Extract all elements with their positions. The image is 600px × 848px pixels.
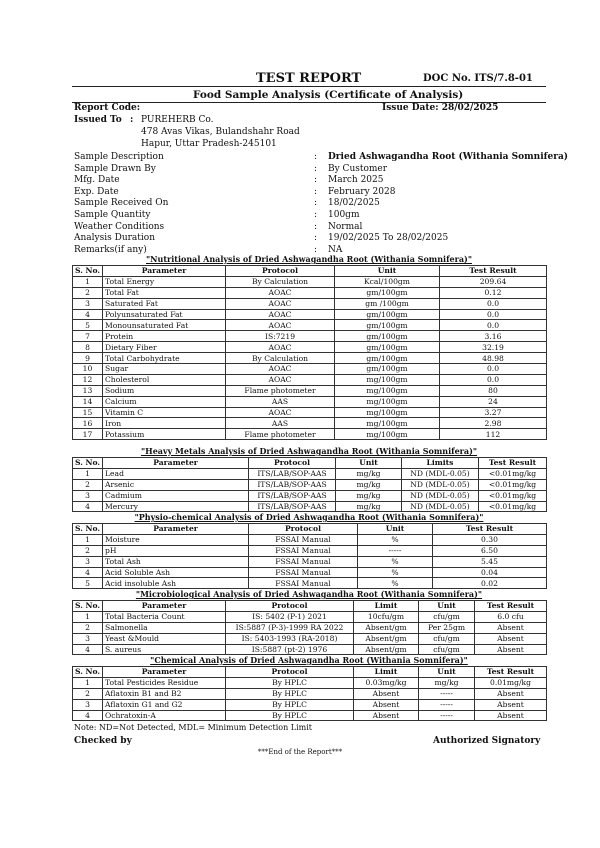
- table-cell: By Calculation: [226, 353, 335, 364]
- nutritional-table: [72, 265, 547, 440]
- table-cell: Absent/gm: [354, 644, 419, 655]
- table-cell: ND (MDL-0.05): [402, 501, 479, 512]
- end-of-report: ***End of the Report***: [257, 748, 343, 756]
- column-header: Parameter: [103, 524, 249, 535]
- table-header-row: [73, 667, 547, 678]
- table-row: [73, 287, 547, 298]
- table-cell: Absent: [475, 710, 547, 721]
- footnote: Note: ND=Not Detected, MDL= Minimum Detection Limit: [74, 723, 313, 732]
- table-cell: %: [358, 578, 433, 589]
- sample-info-label: Exp. Date: [74, 186, 119, 197]
- sample-info-label: Sample Description: [74, 152, 164, 162]
- table-cell: <0.01mg/kg: [479, 490, 547, 501]
- table-cell: Yeast &Mould: [103, 633, 226, 644]
- table-cell: cfu/gm: [419, 611, 475, 622]
- checked-by: Checked by: [74, 736, 132, 746]
- column-header: Parameter: [103, 266, 226, 277]
- table-cell: 0.02: [433, 578, 547, 589]
- table-header-row: [73, 524, 547, 535]
- doc-number: DOC No. ITS/7.8-01: [423, 73, 533, 84]
- table-row: [73, 699, 547, 710]
- table-cell: Total Carbohydrate: [103, 353, 226, 364]
- table-cell: mg/kg: [336, 490, 402, 501]
- table-cell: AOAC: [226, 364, 335, 375]
- sample-info-colon: :: [314, 244, 318, 255]
- table-cell: Sugar: [103, 364, 226, 375]
- column-header: Parameter: [103, 601, 226, 612]
- table-cell: Kcal/100gm: [335, 276, 440, 287]
- table-cell: mg/kg: [336, 501, 402, 512]
- table-cell: Iron: [103, 418, 226, 429]
- table-cell: 2: [73, 688, 103, 699]
- sample-info-label: Mfg. Date: [74, 175, 120, 186]
- table-cell: 1: [73, 276, 103, 287]
- table-cell: Monounsaturated Fat: [103, 320, 226, 331]
- table-cell: 112: [440, 429, 547, 440]
- table-cell: 3: [73, 298, 103, 309]
- table-cell: 3: [73, 556, 103, 567]
- table-cell: gm/100gm: [335, 287, 440, 298]
- table-row: [73, 276, 547, 287]
- table-cell: 1: [73, 677, 103, 688]
- report-title: TEST REPORT: [256, 71, 362, 86]
- table-cell: FSSAI Manual: [249, 567, 358, 578]
- column-header: Limit: [354, 601, 419, 612]
- column-header: Unit: [419, 601, 475, 612]
- table-cell: 10cfu/gm: [354, 611, 419, 622]
- table-cell: Sodium: [103, 385, 226, 396]
- table-cell: -----: [358, 545, 433, 556]
- table-cell: Saturated Fat: [103, 298, 226, 309]
- sample-info-colon: :: [314, 198, 318, 209]
- sample-info-colon: :: [314, 175, 318, 186]
- table-cell: gm/100gm: [335, 353, 440, 364]
- table-cell: 2: [73, 479, 103, 490]
- table-cell: Absent: [475, 699, 547, 710]
- table-cell: 4: [73, 710, 103, 721]
- table-cell: Flame photometer: [226, 429, 335, 440]
- column-header: Test Result: [475, 601, 547, 612]
- chemical-table: [72, 666, 547, 721]
- table-cell: AAS: [226, 396, 335, 407]
- table-cell: IS:7219: [226, 331, 335, 342]
- column-header: Protocol: [226, 601, 354, 612]
- column-header: Unit: [419, 667, 475, 678]
- table-cell: ITS/LAB/SOP-AAS: [249, 468, 336, 479]
- table-cell: Ochratoxin-A: [103, 710, 226, 721]
- table-cell: 16: [73, 418, 103, 429]
- title-divider: [72, 86, 546, 87]
- table-cell: 14: [73, 396, 103, 407]
- table-cell: FSSAI Manual: [249, 545, 358, 556]
- sample-info-value: 18/02/2025: [328, 198, 380, 209]
- table-cell: 24: [440, 396, 547, 407]
- table-row: [73, 385, 547, 396]
- table-cell: By Calculation: [226, 276, 335, 287]
- table-row: [73, 611, 547, 622]
- table-cell: 1: [73, 611, 103, 622]
- column-header: Unit: [336, 458, 402, 469]
- table-cell: 80: [440, 385, 547, 396]
- table-cell: IS:5887 (P-3)-1999 RA 2022: [226, 622, 354, 633]
- table-cell: 48.98: [440, 353, 547, 364]
- column-header: S. No.: [73, 458, 103, 469]
- table-cell: %: [358, 534, 433, 545]
- physio-chemical-title: "Physio-chemical Analysis of Dried Ashwagandha Root (Withania Somnifera)": [134, 512, 484, 522]
- table-cell: AOAC: [226, 298, 335, 309]
- table-cell: AOAC: [226, 287, 335, 298]
- table-cell: Absent: [354, 710, 419, 721]
- table-cell: IS: 5403-1993 (RA-2018): [226, 633, 354, 644]
- table-cell: mg/100gm: [335, 418, 440, 429]
- table-row: [73, 468, 547, 479]
- table-row: [73, 298, 547, 309]
- table-row: [73, 429, 547, 440]
- table-cell: Absent: [475, 622, 547, 633]
- sample-info-value: NA: [328, 244, 343, 255]
- sample-info-colon: :: [314, 163, 318, 174]
- table-cell: 13: [73, 385, 103, 396]
- table-cell: Cholesterol: [103, 374, 226, 385]
- sample-info-value: March 2025: [328, 175, 384, 186]
- table-cell: Per 25gm: [419, 622, 475, 633]
- table-cell: 3: [73, 633, 103, 644]
- table-row: [73, 418, 547, 429]
- issued-to-colon: :: [130, 115, 134, 125]
- table-cell: 6.0 cfu: [475, 611, 547, 622]
- sample-info-value: 19/02/2025 To 28/02/2025: [328, 233, 449, 244]
- table-cell: Calcium: [103, 396, 226, 407]
- table-cell: Dietary Fiber: [103, 342, 226, 353]
- table-row: [73, 622, 547, 633]
- sample-info-colon: :: [314, 221, 318, 232]
- issued-to-label: Issued To: [74, 115, 122, 125]
- table-cell: 1: [73, 534, 103, 545]
- table-row: [73, 567, 547, 578]
- address-line: PUREHERB Co.: [141, 115, 214, 125]
- table-cell: 4: [73, 309, 103, 320]
- table-cell: gm/100gm: [335, 364, 440, 375]
- table-cell: <0.01mg/kg: [479, 501, 547, 512]
- sample-info-colon: :: [314, 186, 318, 197]
- table-cell: Total Energy: [103, 276, 226, 287]
- table-cell: 32.19: [440, 342, 547, 353]
- column-header: Protocol: [249, 458, 336, 469]
- table-cell: 1: [73, 468, 103, 479]
- table-cell: Total Bacteria Count: [103, 611, 226, 622]
- table-cell: 2: [73, 545, 103, 556]
- table-cell: mg/100gm: [335, 429, 440, 440]
- table-cell: mg/kg: [336, 468, 402, 479]
- table-cell: -----: [419, 699, 475, 710]
- table-cell: <0.01mg/kg: [479, 468, 547, 479]
- column-header: Unit: [358, 524, 433, 535]
- sample-info-label: Analysis Duration: [74, 233, 155, 244]
- report-subtitle: Food Sample Analysis (Certificate of Analysis): [193, 89, 464, 101]
- table-row: [73, 688, 547, 699]
- physio-chemical-table: [72, 523, 547, 589]
- table-cell: Mercury: [103, 501, 249, 512]
- issue-date: Issue Date: 28/02/2025: [382, 103, 499, 113]
- table-cell: FSSAI Manual: [249, 556, 358, 567]
- column-header: Test Result: [440, 266, 547, 277]
- chemical-title: "Chemical Analysis of Dried Ashwagandha Root (Withania Somnifera)": [150, 655, 468, 665]
- table-cell: 0.30: [433, 534, 547, 545]
- column-header: Protocol: [226, 667, 354, 678]
- table-row: [73, 342, 547, 353]
- sample-info-label: Sample Received On: [74, 198, 169, 209]
- table-cell: Cadmium: [103, 490, 249, 501]
- table-row: [73, 490, 547, 501]
- table-row: [73, 374, 547, 385]
- table-cell: Total Pesticides Residue: [103, 677, 226, 688]
- table-cell: %: [358, 556, 433, 567]
- authorized-signatory: Authorized Signatory: [433, 736, 541, 746]
- table-cell: 9: [73, 353, 103, 364]
- table-cell: 4: [73, 644, 103, 655]
- table-cell: Flame photometer: [226, 385, 335, 396]
- table-cell: Acid Soluble Ash: [103, 567, 249, 578]
- table-cell: -----: [419, 688, 475, 699]
- table-cell: ITS/LAB/SOP-AAS: [249, 479, 336, 490]
- table-row: [73, 320, 547, 331]
- table-cell: 3.27: [440, 407, 547, 418]
- table-cell: Absent: [475, 644, 547, 655]
- table-cell: -----: [419, 710, 475, 721]
- table-row: [73, 710, 547, 721]
- table-cell: gm/100gm: [335, 342, 440, 353]
- table-cell: 17: [73, 429, 103, 440]
- table-row: [73, 545, 547, 556]
- table-cell: 0.0: [440, 320, 547, 331]
- microbiological-table: [72, 600, 547, 655]
- table-cell: Polyunsaturated Fat: [103, 309, 226, 320]
- table-row: [73, 331, 547, 342]
- column-header: S. No.: [73, 266, 103, 277]
- table-row: [73, 479, 547, 490]
- table-cell: AAS: [226, 418, 335, 429]
- table-cell: Absent: [475, 688, 547, 699]
- table-cell: 0.04: [433, 567, 547, 578]
- table-cell: 3: [73, 699, 103, 710]
- table-cell: Total Fat: [103, 287, 226, 298]
- sample-info-value: Normal: [328, 221, 363, 232]
- address-line: 478 Avas Vikas, Bulandshahr Road: [141, 127, 300, 137]
- table-cell: IS: 5402 (P-1) 2021: [226, 611, 354, 622]
- heavy-metals-title: "Heavy Metals Analysis of Dried Ashwagandha Root (Withania Somnifera)": [140, 446, 478, 456]
- table-cell: 5: [73, 578, 103, 589]
- table-row: [73, 556, 547, 567]
- sample-info-label: Sample Drawn By: [74, 163, 156, 174]
- table-cell: 12: [73, 374, 103, 385]
- column-header: S. No.: [73, 524, 103, 535]
- table-cell: mg/kg: [419, 677, 475, 688]
- column-header: S. No.: [73, 667, 103, 678]
- table-cell: 5: [73, 320, 103, 331]
- table-cell: 0.0: [440, 374, 547, 385]
- table-cell: By HPLC: [226, 688, 354, 699]
- table-cell: ND (MDL-0.05): [402, 479, 479, 490]
- table-header-row: [73, 601, 547, 612]
- table-cell: Aflatoxin G1 and G2: [103, 699, 226, 710]
- table-cell: mg/100gm: [335, 374, 440, 385]
- table-cell: 4: [73, 567, 103, 578]
- table-cell: Total Ash: [103, 556, 249, 567]
- column-header: Test Result: [479, 458, 547, 469]
- nutritional-title: "Nutritional Analysis of Dried Ashwagandha Root (Withania Somnifera)": [146, 254, 472, 264]
- table-cell: mg/100gm: [335, 396, 440, 407]
- table-cell: gm/100gm: [335, 309, 440, 320]
- sample-info-label: Remarks(if any): [74, 244, 147, 255]
- sample-info-value: February 2028: [328, 186, 396, 197]
- table-header-row: [73, 266, 547, 277]
- table-cell: mg/kg: [336, 479, 402, 490]
- column-header: Test Result: [433, 524, 547, 535]
- table-cell: 4: [73, 501, 103, 512]
- column-header: S. No.: [73, 601, 103, 612]
- column-header: Protocol: [249, 524, 358, 535]
- table-cell: Acid insoluble Ash: [103, 578, 249, 589]
- table-cell: Protein: [103, 331, 226, 342]
- table-cell: By HPLC: [226, 699, 354, 710]
- sample-info-colon: :: [314, 152, 318, 162]
- table-cell: ND (MDL-0.05): [402, 490, 479, 501]
- table-cell: Lead: [103, 468, 249, 479]
- table-header-row: [73, 458, 547, 469]
- table-row: [73, 534, 547, 545]
- table-cell: gm/100gm: [335, 331, 440, 342]
- column-header: Limits: [402, 458, 479, 469]
- table-cell: gm /100gm: [335, 298, 440, 309]
- table-row: [73, 644, 547, 655]
- sample-info-label: Weather Conditions: [74, 221, 165, 232]
- table-cell: mg/100gm: [335, 385, 440, 396]
- table-cell: AOAC: [226, 342, 335, 353]
- table-cell: 2: [73, 287, 103, 298]
- table-cell: 3.16: [440, 331, 547, 342]
- table-cell: FSSAI Manual: [249, 534, 358, 545]
- column-header: Protocol: [226, 266, 335, 277]
- table-cell: ITS/LAB/SOP-AAS: [249, 501, 336, 512]
- table-row: [73, 396, 547, 407]
- table-row: [73, 501, 547, 512]
- heavy-metals-table: [72, 457, 547, 512]
- table-row: [73, 407, 547, 418]
- sample-info-value: By Customer: [328, 163, 388, 174]
- table-cell: 0.0: [440, 298, 547, 309]
- table-cell: Aflatoxin B1 and B2: [103, 688, 226, 699]
- table-cell: 0.0: [440, 364, 547, 375]
- table-cell: ITS/LAB/SOP-AAS: [249, 490, 336, 501]
- table-cell: 0.01mg/kg: [475, 677, 547, 688]
- table-cell: 7: [73, 331, 103, 342]
- table-cell: Salmonella: [103, 622, 226, 633]
- table-cell: 0.0: [440, 309, 547, 320]
- table-cell: 15: [73, 407, 103, 418]
- report-code-label: Report Code:: [74, 103, 141, 113]
- sample-info-label: Sample Quantity: [74, 210, 151, 220]
- table-cell: Vitamin C: [103, 407, 226, 418]
- table-cell: cfu/gm: [419, 644, 475, 655]
- table-row: [73, 677, 547, 688]
- table-row: [73, 578, 547, 589]
- table-cell: Absent/gm: [354, 622, 419, 633]
- table-cell: AOAC: [226, 374, 335, 385]
- table-cell: pH: [103, 545, 249, 556]
- table-cell: 10: [73, 364, 103, 375]
- table-cell: 0.03mg/kg: [354, 677, 419, 688]
- sample-info-colon: :: [314, 233, 318, 244]
- table-cell: FSSAI Manual: [249, 578, 358, 589]
- microbiological-title: "Microbiological Analysis of Dried Ashwagandha Root (Withania Somnifera)": [135, 589, 483, 599]
- table-row: [73, 353, 547, 364]
- table-row: [73, 364, 547, 375]
- table-cell: 2.98: [440, 418, 547, 429]
- table-cell: Absent: [354, 688, 419, 699]
- sample-info-value: 100gm: [328, 210, 360, 220]
- table-cell: 8: [73, 342, 103, 353]
- sample-info-colon: :: [314, 210, 318, 220]
- table-cell: %: [358, 567, 433, 578]
- table-cell: 209.64: [440, 276, 547, 287]
- address-line: Hapur, Uttar Pradesh-245101: [141, 139, 277, 149]
- table-cell: Potassium: [103, 429, 226, 440]
- table-cell: AOAC: [226, 407, 335, 418]
- table-cell: Moisture: [103, 534, 249, 545]
- table-cell: <0.01mg/kg: [479, 479, 547, 490]
- table-cell: AOAC: [226, 309, 335, 320]
- table-cell: By HPLC: [226, 710, 354, 721]
- table-cell: 2: [73, 622, 103, 633]
- column-header: Test Result: [475, 667, 547, 678]
- table-cell: Arsenic: [103, 479, 249, 490]
- table-cell: 6.50: [433, 545, 547, 556]
- table-cell: S. aureus: [103, 644, 226, 655]
- table-cell: cfu/gm: [419, 633, 475, 644]
- table-cell: mg/100gm: [335, 407, 440, 418]
- column-header: Parameter: [103, 667, 226, 678]
- table-cell: AOAC: [226, 320, 335, 331]
- table-cell: Absent: [354, 699, 419, 710]
- table-cell: IS:5887 (pt-2) 1976: [226, 644, 354, 655]
- table-cell: 5.45: [433, 556, 547, 567]
- table-cell: By HPLC: [226, 677, 354, 688]
- table-cell: 3: [73, 490, 103, 501]
- table-row: [73, 309, 547, 320]
- table-cell: 0.12: [440, 287, 547, 298]
- column-header: Limit: [354, 667, 419, 678]
- column-header: Parameter: [103, 458, 249, 469]
- table-cell: gm/100gm: [335, 320, 440, 331]
- table-cell: Absent: [475, 633, 547, 644]
- sample-info-value: Dried Ashwagandha Root (Withania Somnifera): [328, 152, 569, 162]
- table-cell: ND (MDL-0.05): [402, 468, 479, 479]
- column-header: Unit: [335, 266, 440, 277]
- table-cell: Absent/gm: [354, 633, 419, 644]
- table-row: [73, 633, 547, 644]
